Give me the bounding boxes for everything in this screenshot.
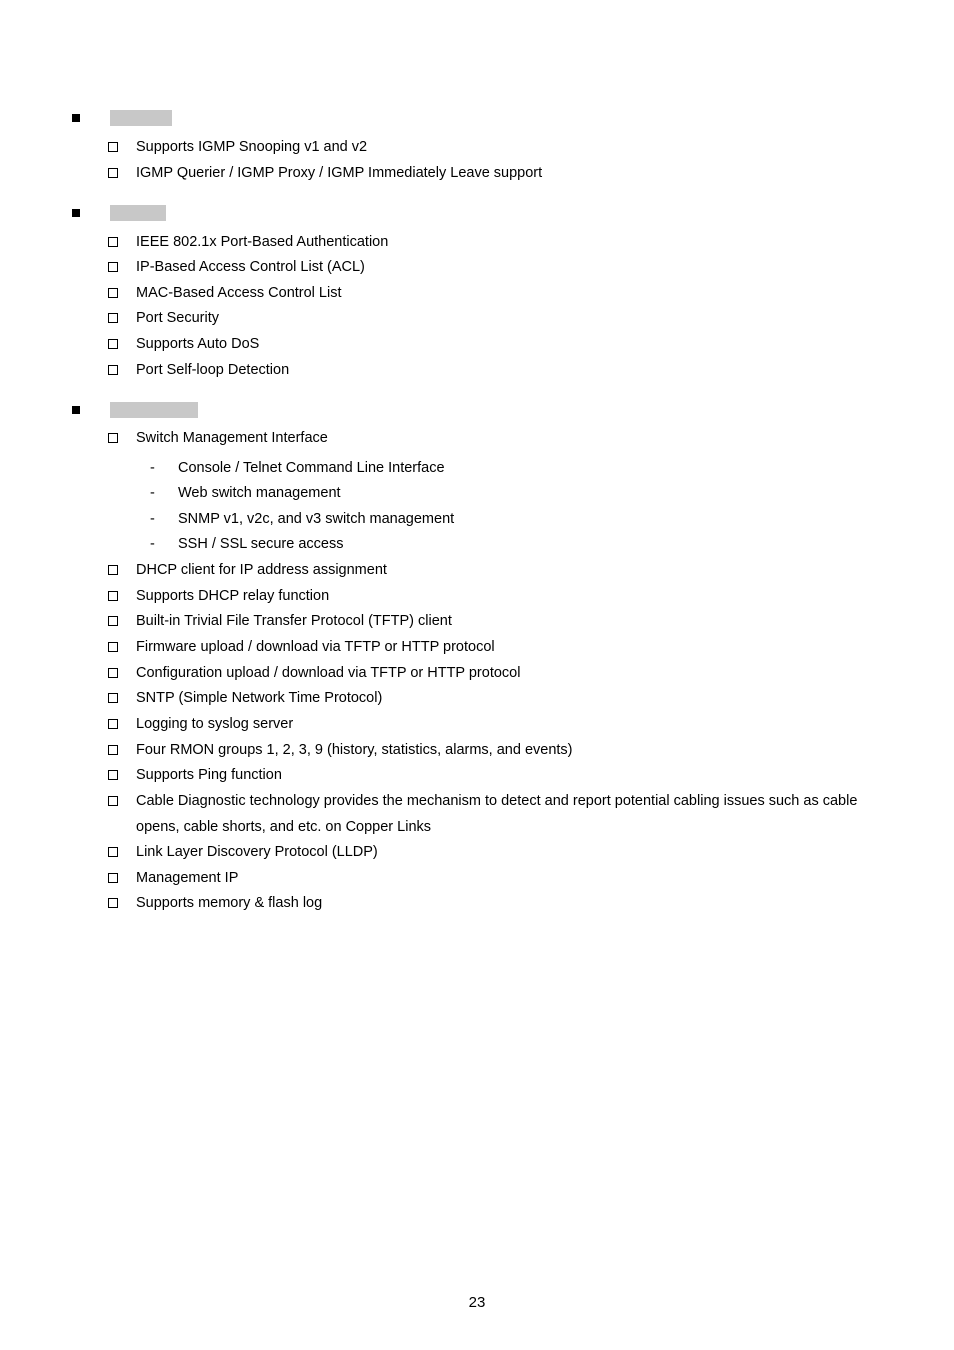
square-bullet-icon: [72, 209, 80, 217]
checkbox-bullet-icon: [108, 873, 118, 883]
list-item-text: Switch Management Interface: [136, 430, 328, 446]
checkbox-bullet-icon: [108, 591, 118, 601]
list-item-text: IP-Based Access Control List (ACL): [136, 259, 365, 275]
section-header-3: [72, 402, 80, 418]
list-item-text: Link Layer Discovery Protocol (LLDP): [136, 844, 378, 860]
list-item-text: Supports IGMP Snooping v1 and v2: [136, 139, 368, 155]
checkbox-bullet-icon: [108, 745, 118, 755]
redacted-heading-bar: [110, 110, 172, 126]
list-item-text: MAC-Based Access Control List: [136, 285, 342, 301]
list-item-continuation-text: opens, cable shorts, and etc. on Copper Links: [136, 819, 432, 835]
checkbox-bullet-icon: [108, 365, 118, 375]
checkbox-bullet-icon: [108, 642, 118, 652]
checkbox-bullet-icon: [108, 262, 118, 272]
list-item-text: Firmware upload / download via TFTP or HTTP protocol: [136, 639, 495, 655]
section-header-2: [72, 205, 80, 221]
sub-list-item-text: Web switch management: [178, 485, 341, 501]
checkbox-bullet-icon: [108, 565, 118, 575]
square-bullet-icon: [72, 114, 80, 122]
list-item-text: Supports memory & flash log: [136, 895, 323, 911]
checkbox-bullet-icon: [108, 616, 118, 626]
dash-marker: -: [150, 511, 155, 527]
redacted-heading-bar: [110, 402, 198, 418]
list-item-text: Supports Auto DoS: [136, 336, 260, 352]
list-item-text: Four RMON groups 1, 2, 3, 9 (history, statistics, alarms, and events): [136, 742, 573, 758]
section-header-1: [72, 110, 80, 126]
dash-marker: -: [150, 460, 155, 476]
sub-list-item-text: SNMP v1, v2c, and v3 switch management: [178, 511, 455, 527]
sub-list-item-text: SSH / SSL secure access: [178, 536, 344, 552]
redacted-heading-bar: [110, 205, 166, 221]
checkbox-bullet-icon: [108, 898, 118, 908]
list-item-text: IGMP Querier / IGMP Proxy / IGMP Immediately Leave support: [136, 165, 543, 181]
checkbox-bullet-icon: [108, 770, 118, 780]
square-bullet-icon: [72, 406, 80, 414]
list-item-text: Supports DHCP relay function: [136, 588, 330, 604]
list-item-text: Port Security: [136, 310, 219, 326]
list-item-text: Logging to syslog server: [136, 716, 294, 732]
list-item-text: Built-in Trivial File Transfer Protocol (TFTP) client: [136, 613, 452, 629]
checkbox-bullet-icon: [108, 313, 118, 323]
list-item-text: Cable Diagnostic technology provides the mechanism to detect and report potential cabling issues such as cable: [136, 793, 858, 809]
checkbox-bullet-icon: [108, 237, 118, 247]
checkbox-bullet-icon: [108, 142, 118, 152]
checkbox-bullet-icon: [108, 168, 118, 178]
list-item-text: Configuration upload / download via TFTP or HTTP protocol: [136, 665, 521, 681]
list-item-text: Port Self-loop Detection: [136, 362, 290, 378]
list-item-text: SNTP (Simple Network Time Protocol): [136, 690, 383, 706]
sub-list-item-text: Console / Telnet Command Line Interface: [178, 460, 445, 476]
checkbox-bullet-icon: [108, 668, 118, 678]
list-item-text: IEEE 802.1x Port-Based Authentication: [136, 234, 389, 250]
dash-marker: -: [150, 536, 155, 552]
checkbox-bullet-icon: [108, 433, 118, 443]
checkbox-bullet-icon: [108, 847, 118, 857]
list-item-text: DHCP client for IP address assignment: [136, 562, 387, 578]
checkbox-bullet-icon: [108, 719, 118, 729]
dash-marker: -: [150, 485, 155, 501]
checkbox-bullet-icon: [108, 339, 118, 349]
checkbox-bullet-icon: [108, 693, 118, 703]
page-number: 23: [468, 1294, 486, 1311]
checkbox-bullet-icon: [108, 288, 118, 298]
list-item-text: Supports Ping function: [136, 767, 282, 783]
list-item-text: Management IP: [136, 870, 239, 886]
checkbox-bullet-icon: [108, 796, 118, 806]
